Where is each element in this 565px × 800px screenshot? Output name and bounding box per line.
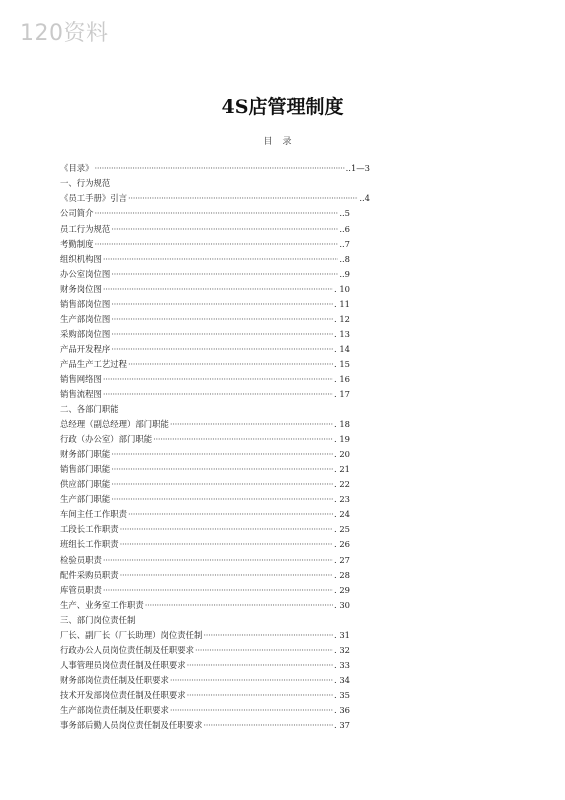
toc-entry-label: 财务部门职能 xyxy=(60,449,111,460)
toc-dot-leader xyxy=(170,706,333,714)
toc-entry[interactable] xyxy=(60,342,350,357)
toc-entry[interactable] xyxy=(60,537,350,552)
toc-page-number: . 17 xyxy=(334,389,350,400)
toc-page-number: . 25 xyxy=(334,524,350,535)
toc-dot-leader xyxy=(111,270,338,278)
toc-dot-leader xyxy=(111,495,333,503)
toc-page-number: . 18 xyxy=(334,419,350,430)
toc-page-number: ..8 xyxy=(339,253,350,264)
toc-entry[interactable] xyxy=(60,507,350,522)
toc-page-number: . 21 xyxy=(334,464,350,475)
toc-subtitle: 目录 xyxy=(263,137,302,147)
toc-page-number: . 14 xyxy=(334,343,350,354)
toc-entry-label: 总经理（副总经理）部门职能 xyxy=(60,419,169,430)
toc-entry[interactable] xyxy=(60,462,350,477)
toc-dot-leader xyxy=(95,240,339,248)
toc-entry-label: 销售流程图 xyxy=(60,389,102,400)
toc-entry[interactable] xyxy=(60,191,370,206)
toc-entry[interactable] xyxy=(60,221,350,236)
toc-entry[interactable] xyxy=(60,432,350,447)
toc-page-number: . 16 xyxy=(334,373,350,384)
toc-page-number: . 37 xyxy=(334,720,350,731)
toc-page-number: . 29 xyxy=(334,584,350,595)
toc-entry-label: 一、行为规范 xyxy=(60,178,111,189)
table-of-contents xyxy=(60,161,370,733)
toc-entry-label: 生产部岗位责任制及任职要求 xyxy=(60,705,169,715)
toc-page-number: . 36 xyxy=(334,705,350,715)
toc-dot-leader xyxy=(203,721,333,729)
toc-dot-leader xyxy=(170,420,333,428)
toc-entry-label: 生产部门职能 xyxy=(60,494,111,505)
toc-entry[interactable] xyxy=(60,643,350,658)
toc-page-number: . 26 xyxy=(334,539,350,550)
toc-entry[interactable] xyxy=(60,627,350,642)
toc-dot-leader xyxy=(111,315,333,323)
toc-dot-leader xyxy=(111,450,333,458)
toc-entry-label: 人事管理员岗位责任制及任职要求 xyxy=(60,659,186,670)
toc-entry-label: 厂长、副厂长（厂长助理）岗位责任制 xyxy=(60,629,203,640)
toc-entry-label: 生产、业务室工作职责 xyxy=(60,599,144,610)
toc-dot-leader xyxy=(195,646,333,654)
toc-dot-leader xyxy=(120,540,333,548)
toc-page-number: ..5 xyxy=(339,208,350,219)
toc-page-number: ..1—3 xyxy=(345,163,370,174)
toc-entry-label: 工段长工作职责 xyxy=(60,524,119,535)
toc-dot-leader xyxy=(103,375,333,383)
toc-entry-label: 公司简介 xyxy=(60,208,94,219)
toc-dot-leader xyxy=(103,255,338,263)
toc-entry-label: 产品生产工艺过程 xyxy=(60,358,127,369)
toc-entry-label: 二、各部门职能 xyxy=(60,404,119,415)
toc-entry[interactable] xyxy=(60,522,350,537)
toc-entry[interactable] xyxy=(60,703,350,718)
toc-entry-label: 供应部门职能 xyxy=(60,479,111,490)
toc-dot-leader xyxy=(153,435,333,443)
toc-dot-leader xyxy=(145,601,333,609)
toc-entry-label: 事务部后勤人员岗位责任制及任职要求 xyxy=(60,720,203,731)
toc-entry-label: 员工行为规范 xyxy=(60,223,111,234)
toc-dot-leader xyxy=(128,194,358,202)
toc-entry-label: 技术开发部岗位责任制及任职要求 xyxy=(60,689,186,700)
toc-page-number: . 23 xyxy=(334,494,350,505)
toc-entry-label: 生产部岗位图 xyxy=(60,313,111,324)
toc-dot-leader xyxy=(128,360,333,368)
toc-dot-leader xyxy=(128,510,333,518)
toc-entry-label: 行政（办公室）部门职能 xyxy=(60,434,153,445)
toc-entry-label: 销售部门职能 xyxy=(60,464,111,475)
toc-entry[interactable] xyxy=(60,417,350,432)
toc-dot-leader xyxy=(203,631,333,639)
toc-entry-label: 配件采购员职责 xyxy=(60,569,119,580)
toc-entry-label: 《员工手册》引言 xyxy=(60,193,127,204)
toc-dot-leader xyxy=(111,465,333,473)
toc-dot-leader xyxy=(187,661,333,669)
toc-entry[interactable] xyxy=(60,597,350,612)
toc-entry[interactable] xyxy=(60,582,350,597)
toc-entry[interactable] xyxy=(60,658,350,673)
toc-dot-leader xyxy=(187,691,333,699)
toc-entry[interactable] xyxy=(60,251,350,266)
document-title: 4S店管理制度 xyxy=(221,96,344,118)
toc-entry[interactable] xyxy=(60,296,350,311)
toc-entry-label: 办公室岗位图 xyxy=(60,268,111,279)
toc-entry[interactable] xyxy=(60,673,350,688)
toc-page-number: . 31 xyxy=(334,629,350,640)
toc-entry-label: 车间主任工作职责 xyxy=(60,509,127,520)
toc-entry[interactable] xyxy=(60,477,350,492)
toc-entry-label: 班组长工作职责 xyxy=(60,539,119,550)
toc-entry[interactable] xyxy=(60,281,350,296)
toc-dot-leader xyxy=(103,586,333,594)
toc-dot-leader xyxy=(103,556,333,564)
toc-section-heading xyxy=(60,612,350,627)
toc-entry[interactable] xyxy=(60,718,350,733)
toc-page-number: . 19 xyxy=(334,434,350,445)
toc-page-number: . 13 xyxy=(334,328,350,339)
toc-page-number: . 33 xyxy=(334,659,350,670)
toc-dot-leader xyxy=(120,571,333,579)
toc-page-number: . 27 xyxy=(334,554,350,565)
toc-entry-label: 考勤制度 xyxy=(60,238,94,249)
watermark-text: 120资料 xyxy=(20,21,109,46)
toc-page-number: ..9 xyxy=(339,268,350,279)
toc-entry[interactable] xyxy=(60,387,350,402)
toc-entry[interactable] xyxy=(60,161,370,176)
toc-page-number: . 20 xyxy=(334,449,350,460)
toc-entry[interactable] xyxy=(60,688,350,703)
toc-entry-label: 检验员职责 xyxy=(60,554,102,565)
toc-page-number: . 11 xyxy=(334,298,350,309)
toc-section-heading xyxy=(60,176,350,191)
toc-entry[interactable] xyxy=(60,552,350,567)
toc-entry-label: 采购部岗位图 xyxy=(60,328,111,339)
toc-page-number: . 24 xyxy=(334,509,350,520)
toc-entry[interactable] xyxy=(60,206,350,221)
toc-page-number: ..7 xyxy=(339,238,350,249)
toc-dot-leader xyxy=(111,300,333,308)
toc-page-number: . 30 xyxy=(334,599,350,610)
toc-dot-leader xyxy=(111,345,333,353)
toc-entry[interactable] xyxy=(60,311,350,326)
toc-entry-label: 《目录》 xyxy=(60,163,94,174)
toc-page-number: . 32 xyxy=(334,644,350,655)
toc-entry[interactable] xyxy=(60,492,350,507)
toc-page-number: ..6 xyxy=(339,223,350,234)
toc-entry[interactable] xyxy=(60,327,350,342)
toc-page-number: . 28 xyxy=(334,569,350,580)
toc-page-number: ..4 xyxy=(359,193,370,204)
toc-page-number: . 10 xyxy=(334,283,350,294)
toc-entry[interactable] xyxy=(60,357,350,372)
toc-entry[interactable] xyxy=(60,236,350,251)
toc-entry-label: 财务岗位图 xyxy=(60,283,102,294)
toc-dot-leader xyxy=(111,225,338,233)
toc-page-number: . 22 xyxy=(334,479,350,490)
toc-dot-leader xyxy=(170,676,333,684)
toc-entry-label: 销售网络图 xyxy=(60,373,102,384)
toc-entry-label: 行政办公人员岗位责任制及任职要求 xyxy=(60,644,194,655)
toc-entry-label: 组织机构图 xyxy=(60,253,102,264)
toc-dot-leader xyxy=(120,525,333,533)
toc-entry-label: 库管员职责 xyxy=(60,584,102,595)
toc-dot-leader xyxy=(95,209,339,217)
toc-entry[interactable] xyxy=(60,266,350,281)
toc-entry-label: 产品开发程序 xyxy=(60,343,111,354)
toc-page-number: . 35 xyxy=(334,689,350,700)
toc-dot-leader xyxy=(103,390,333,398)
toc-entry[interactable] xyxy=(60,447,350,462)
toc-dot-leader xyxy=(103,285,333,293)
toc-page-number: . 15 xyxy=(334,358,350,369)
toc-entry-label: 销售部岗位图 xyxy=(60,298,111,309)
toc-dot-leader xyxy=(111,330,333,338)
toc-section-heading xyxy=(60,402,350,417)
toc-dot-leader xyxy=(111,480,333,488)
toc-entry-label: 财务部岗位责任制及任职要求 xyxy=(60,674,169,685)
toc-entry[interactable] xyxy=(60,372,350,387)
toc-dot-leader xyxy=(95,164,345,172)
toc-entry-label: 三、部门岗位责任制 xyxy=(60,614,136,625)
toc-page-number: . 34 xyxy=(334,674,350,685)
toc-entry[interactable] xyxy=(60,567,350,582)
toc-page-number: . 12 xyxy=(334,313,350,324)
